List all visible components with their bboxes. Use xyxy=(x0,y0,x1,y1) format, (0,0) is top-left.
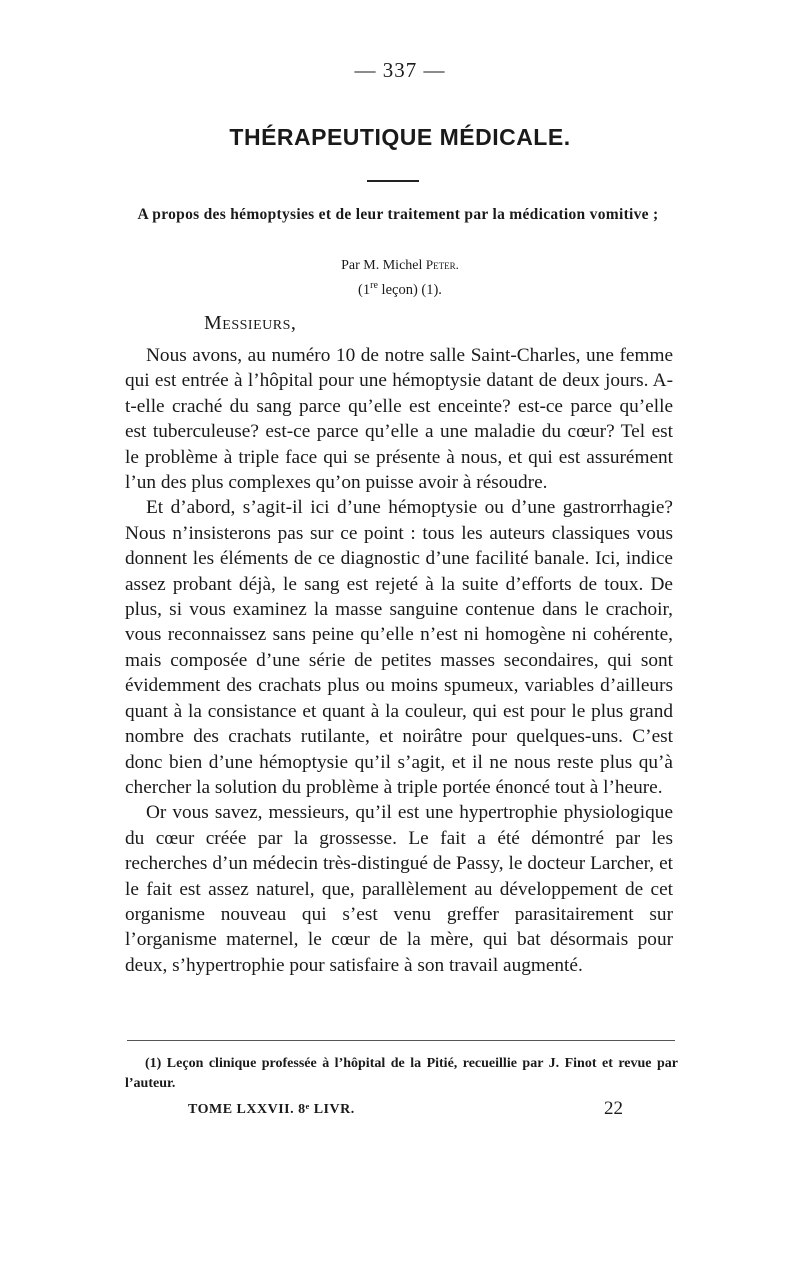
volume-info: TOME LXXVII. 8ᵉ LIVR. xyxy=(188,1102,355,1117)
article-body xyxy=(125,343,673,978)
paragraph-3: Or vous savez, messieurs, qu’il est une hypertrophie physiologique du cœur créée par la grossesse. Le fait a été démontré par les recherches d’un médecin très-distingué de Passy, le docteur Larcher, et le fait est assez naturel, que, parallèlement au développement de cet organisme nouveau qui s’est venu greffer parasitairement sur l’organisme maternel, le cœur de la mère, qui bat désormais pour deux, s’hypertrophie pour satisfaire à son travail augmenté. xyxy=(125,802,673,976)
paragraph-2: Et d’abord, s’agit-il ici d’une hémoptysie ou d’une gastrorrhagie? Nous n’insisterons pas sur ce point : tous les auteurs classiques vous donnent les éléments de ce diagnostic d’une facilité banale. Ici, indice assez probant déjà, le sang est rejeté à la suite d’efforts de toux. De plus, si vous examinez la masse sanguine contenue dans le crachoir, vous reconnaissez sans peine qu’elle n’est ni homogène ni cohérente, mais composée d’une série de petites masses secondaires, qui sont évidemment des crachats plus ou moins spumeux, variables d’ailleurs quant à la consistance et quant à la couleur, qui est pour le plus grand nombre des crachats rutilante, et noirâtre pour quelques-uns. C’est donc bien d’une hémoptysie qu’il s’agit, et il ne nous reste plus qu’à chercher la solution du problème à triple portée énoncé tout à l’heure. xyxy=(125,497,673,798)
lecture-superscript: re xyxy=(370,280,378,291)
byline-prefix: Par M. Michel xyxy=(341,258,423,273)
footnote: (1) Leçon clinique professée à l’hôpital de la Pitié, recueillie par J. Finot et revue par l’auteur. xyxy=(125,1056,678,1091)
page-number: — 337 — xyxy=(354,58,446,82)
signature-number: 22 xyxy=(604,1098,623,1119)
salutation: Messieurs, xyxy=(204,312,297,334)
byline-author: Peter. xyxy=(425,257,459,272)
paragraph-1: Nous avons, au numéro 10 de notre salle Saint-Charles, une femme qui est entrée à l’hôpital pour une hémoptysie datant de deux jours. A-t-elle craché du sang parce qu’elle est enceinte? est-ce parce qu’elle est tuberculeuse? est-ce parce qu’elle a une maladie du cœur? Tel est le problème à triple face qui se présente à nous, et qui est assurément l’un des plus complexes qu’on puisse avoir à résoudre. xyxy=(125,345,673,494)
byline xyxy=(0,257,800,274)
article-title: A propos des hémoptysies et de leur traitement par la médication vomitive ; xyxy=(137,206,659,223)
footnote-divider xyxy=(127,1040,675,1041)
lecture-number: (1 xyxy=(358,281,371,298)
section-title: THÉRAPEUTIQUE MÉDICALE. xyxy=(229,124,571,150)
lecture-rest: leçon) (1). xyxy=(377,281,442,298)
title-divider xyxy=(367,180,419,182)
lecture-note xyxy=(0,280,800,299)
